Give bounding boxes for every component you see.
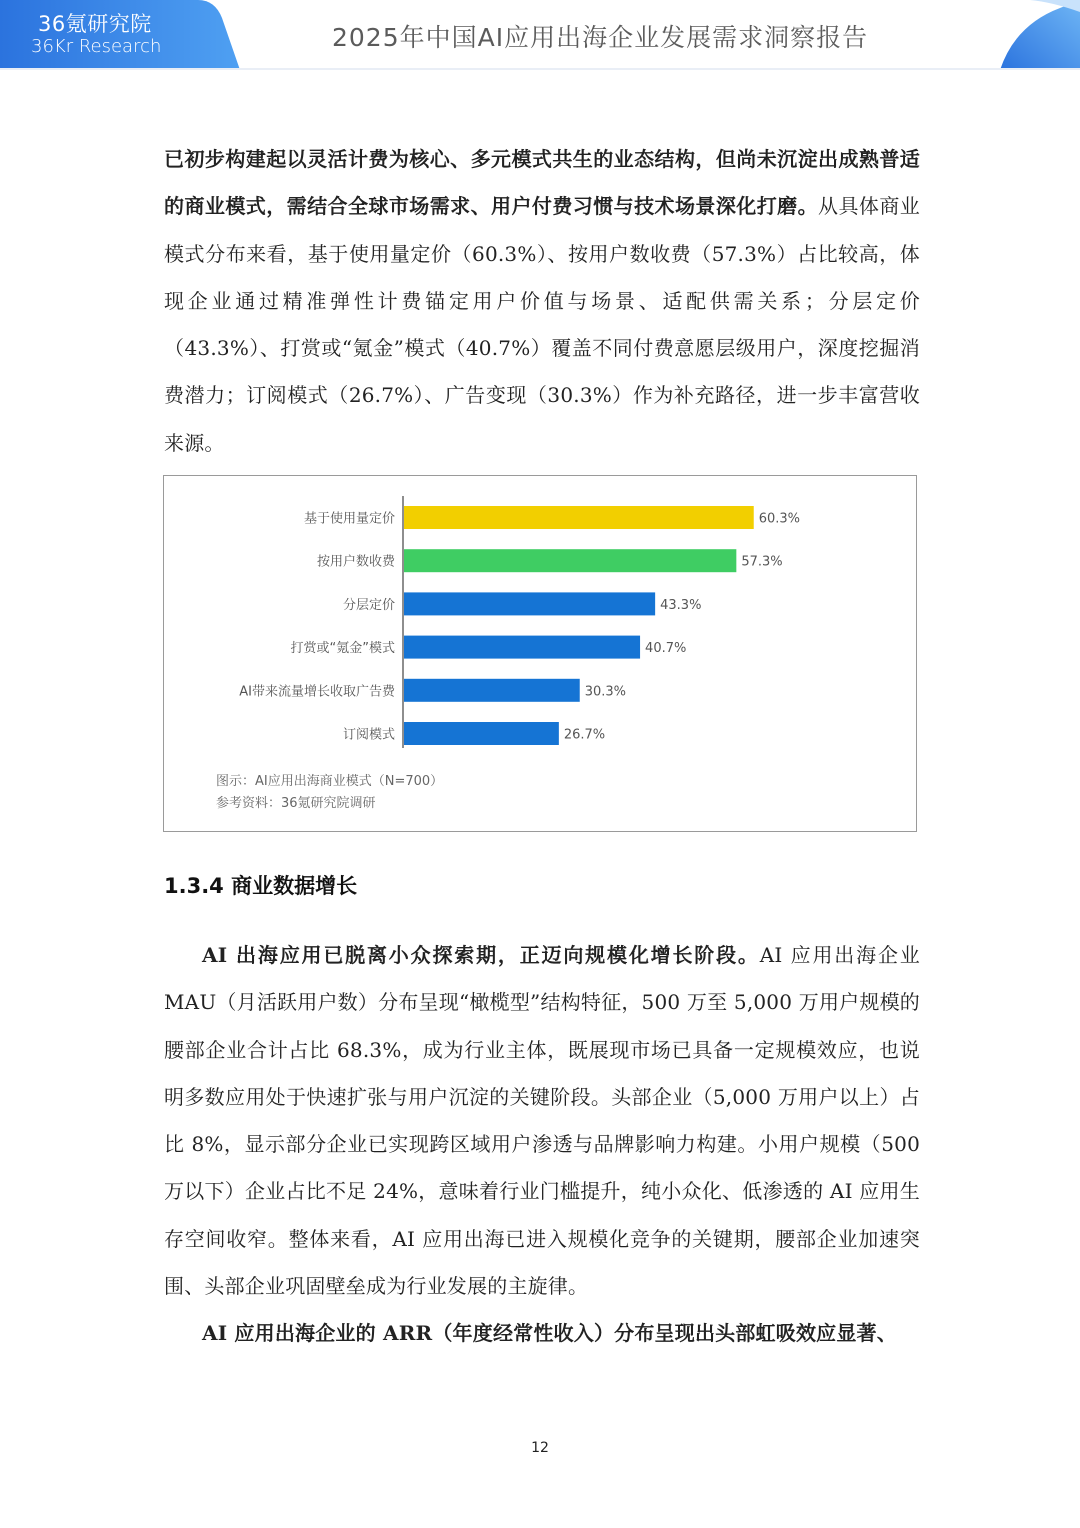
growth-p2-bold: AI 应用出海企业的 ARR（年度经常性收入）分布呈现出头部虹吸效应显著、 [202, 1321, 897, 1346]
bar-chart-svg [164, 476, 916, 766]
header-corner-decoration [990, 0, 1080, 70]
category-label: 基于使用量定价 [303, 511, 395, 527]
business-model-chart [163, 475, 917, 832]
category-label: 按用户数收费 [316, 554, 395, 570]
category-label: 打赏或“氪金”模式 [290, 641, 395, 657]
report-title: 2025年中国AI应用出海企业发展需求洞察报告 [332, 23, 869, 52]
bar [404, 506, 754, 529]
logo-chinese: 36氪研究院 [38, 12, 152, 36]
value-label: 26.7% [563, 727, 606, 743]
bar [404, 636, 640, 659]
chart-source: 参考资料：36氪研究院调研 [216, 796, 376, 811]
chart-caption: 图示：AI应用出海商业模式（N=700） [216, 774, 444, 789]
intro-normal-text: 从具体商业模式分布来看，基于使用量定价（60.3%）、按用户数收费（57.3%）占比较高，体现企业通过精准弹性计费锚定用户价值与场景、适配供需关系；分层定价（43.3%）、打赏或“氪金”模式（40.7%）覆盖不同付费意愿层级用户，深度挖掘消费潜力；订阅模式（26.7%）、广告变现（30.3%）作为补充路径，进一步丰富营收来源。 [164, 194, 921, 455]
page-number: 12 [531, 1440, 549, 1456]
header-divider [0, 68, 1080, 70]
page-header [0, 0, 1080, 70]
bar [404, 549, 736, 572]
value-label: 60.3% [758, 511, 801, 527]
bar [404, 722, 559, 745]
value-label: 57.3% [741, 554, 783, 570]
category-label: AI带来流量增长收取广告费 [239, 684, 395, 700]
growth-p1-normal: AI 应用出海企业 MAU（月活跃用户数）分布呈现“橄榄型”结构特征，500 万至 5,000 万用户规模的腰部企业合计占比 68.3%，成为行业主体，既展现市场已具备一定规模效应，也说明多数应用处于快速扩张与用户沉淀的关键阶段。头部企业（5,000 万用户以上）占比 8%，显示部分企业已实现跨区域用户渗透与品牌影响力构建。小用户规模（500 万以下）企业占比不足 24%，意味着行业门槛提升，纯小众化、低渗透的 AI 应用生存空间收窄。整体来看，AI 应用出海已进入规模化竞争的关键期，腰部企业加速突围、头部企业巩固壁垒成为行业发展的主旋律。 [164, 943, 920, 1299]
value-label: 40.7% [645, 641, 687, 657]
category-label: 分层定价 [342, 597, 395, 613]
intro-bold-text: 已初步构建起以灵活计费为核心、多元模式共生的业态结构，但尚未沉淀出成熟普适的商业模式，需结合全球市场需求、用户付费习惯与技术场景深化打磨。 [164, 147, 920, 219]
bar [404, 592, 655, 615]
value-label: 30.3% [584, 684, 627, 700]
intro-section [164, 136, 920, 467]
growth-paragraph-1 [164, 932, 920, 1310]
value-label: 43.3% [660, 597, 702, 613]
bars-group [239, 506, 800, 745]
category-label: 订阅模式 [342, 727, 395, 743]
logo-english: 36Kr Research [31, 36, 162, 57]
growth-section [164, 932, 920, 1358]
section-heading: 1.3.4 商业数据增长 [164, 874, 358, 898]
growth-paragraph-2 [164, 1310, 920, 1357]
intro-paragraph [164, 136, 920, 467]
bar [404, 679, 580, 702]
growth-p1-bold: AI 出海应用已脱离小众探索期，正迈向规模化增长阶段。 [202, 943, 760, 967]
